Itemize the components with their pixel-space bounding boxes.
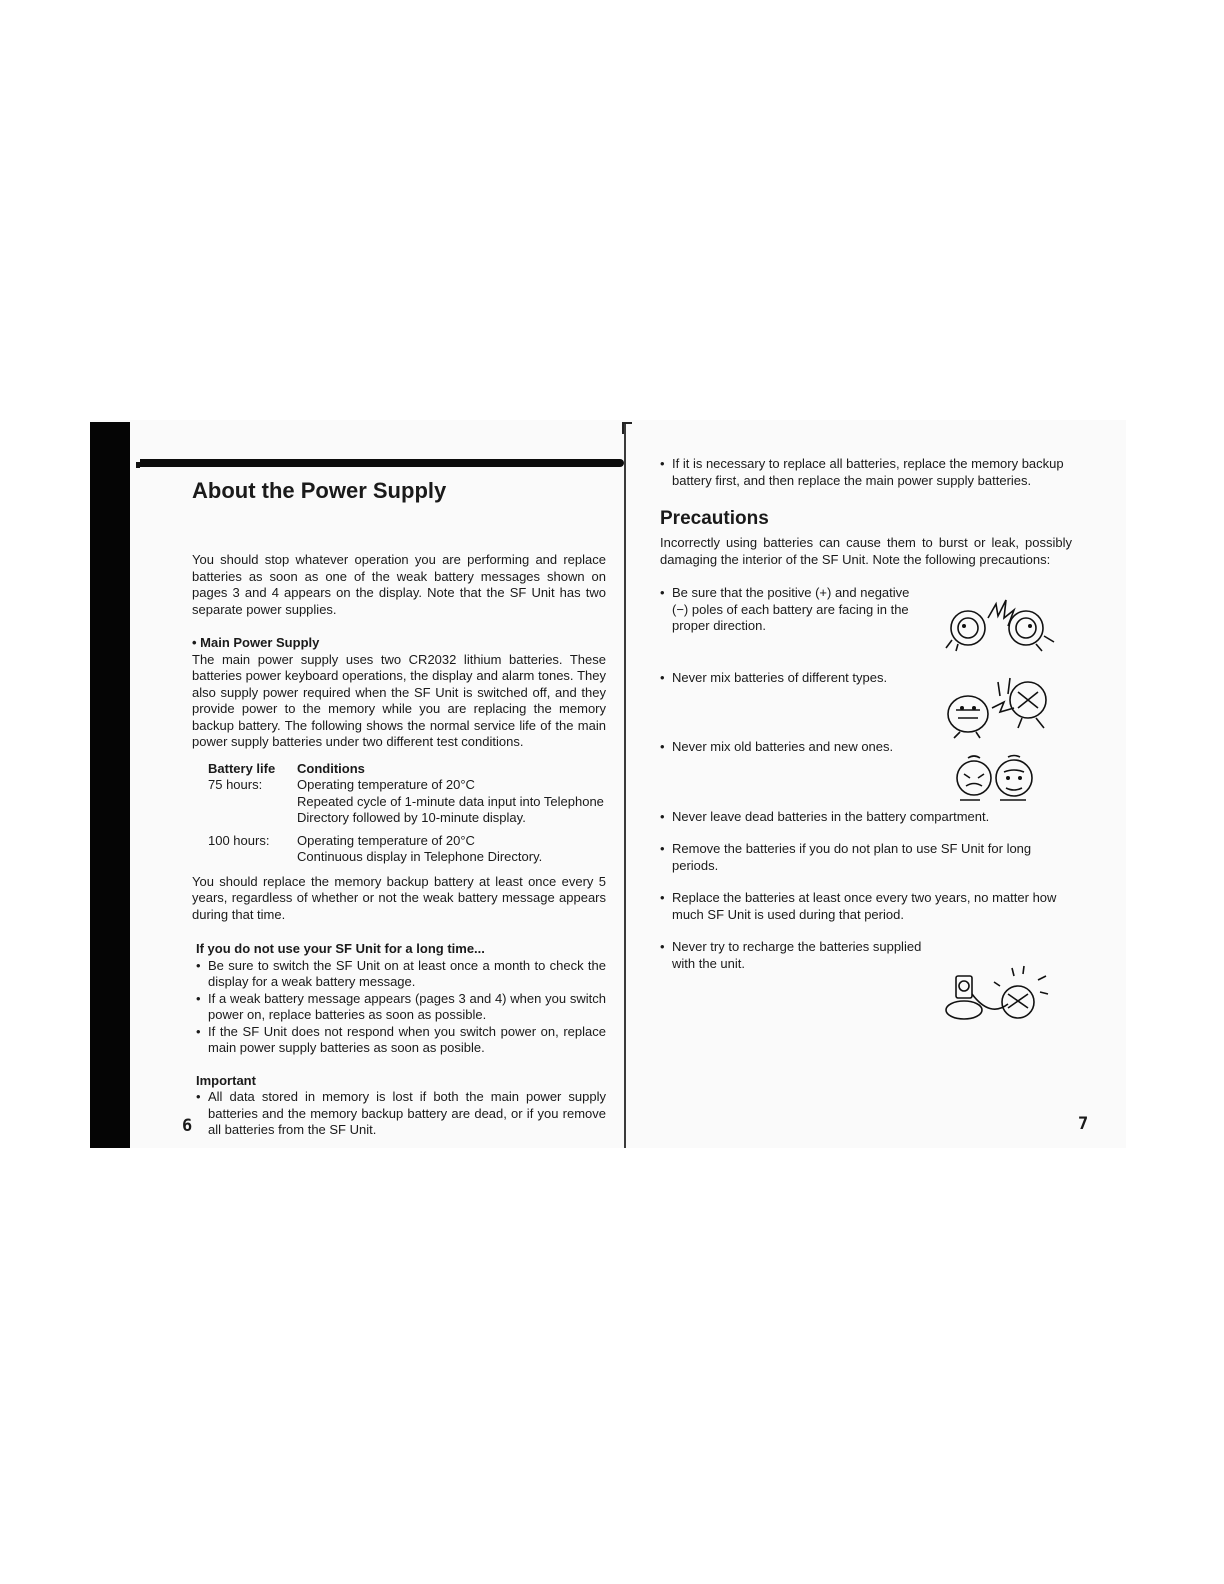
battery-life-table <box>208 761 606 866</box>
condition-line: Operating temperature of 20°C <box>297 777 475 792</box>
main-supply-paragraph: The main power supply uses two CR2032 lithium batteries. These batteries power keyboard operations, the display and alarm tones. They also supply power required when the SF Unit is switched off, and they provide power to the memory while you are replacing the memory backup battery. The following shows the normal service life of the main power supply batteries under two different test conditions. <box>192 651 606 749</box>
page-edge-bar <box>90 422 130 1148</box>
list-item: • If it is necessary to replace all batteries, replace the memory backup battery first, and then replace the main power supply batteries. <box>660 456 1072 489</box>
page-title: About the Power Supply <box>192 478 447 503</box>
condition-line: Continuous display in Telephone Directory. <box>297 849 543 864</box>
long-time-heading: If you do not use your SF Unit for a long time... <box>196 941 485 956</box>
long-time-list <box>192 958 606 1057</box>
precautions-heading: Precautions <box>660 508 769 529</box>
important-list <box>192 1089 606 1139</box>
battery-life-cell: 100 hours: <box>208 832 270 848</box>
conditions-header: Conditions <box>297 760 365 776</box>
battery-clash-icon <box>944 596 1060 652</box>
list-item: • Be sure that the positive (+) and negative (−) poles of each battery are facing in the proper direction. <box>660 585 922 635</box>
conditions-cell <box>297 777 606 827</box>
backup-paragraph: You should replace the memory backup battery at least once every 5 years, regardless of whether or not the weak battery message appears during that time. <box>192 873 606 922</box>
battery-old-new-icon <box>950 752 1042 806</box>
page-gutter <box>624 424 626 1148</box>
precautions-intro: Incorrectly using batteries can cause them to burst or leak, possibly damaging the interior of the SF Unit. Note the following precautions: <box>660 535 1072 567</box>
list-item: • Replace the batteries at least once every two years, no matter how much SF Unit is used during that period. <box>660 890 1072 923</box>
list-item: • Never try to recharge the batteries supplied with the unit. <box>660 939 922 972</box>
title-rule <box>140 459 624 467</box>
intro-paragraph: You should stop whatever operation you are performing and replace batteries as soon as one of the weak battery messages shown on pages 3 and 4 appears on the display. Note that the SF Unit has two separate power supplies. <box>192 552 606 617</box>
condition-line: Operating temperature of 20°C <box>297 832 475 848</box>
main-supply-heading: • Main Power Supply <box>192 635 320 650</box>
battery-fight-icon <box>940 674 1060 740</box>
battery-life-cell: 75 hours: <box>208 777 263 792</box>
table-row <box>208 777 606 827</box>
table-header-row <box>208 761 606 778</box>
list-item: • Remove the batteries if you do not plan to use SF Unit for long periods. <box>660 841 1072 874</box>
list-item: • If a weak battery message appears (pages 3 and 4) when you switch power on, replace batteries as soon as possible. <box>196 991 606 1024</box>
table-row <box>208 827 606 866</box>
list-item: • All data stored in memory is lost if both the main power supply batteries and the memory backup battery are dead, or if you remove all batteries from the SF Unit. <box>196 1089 606 1139</box>
left-page <box>192 472 606 1139</box>
gutter-corner <box>622 422 632 434</box>
battery-charger-icon <box>940 964 1056 1026</box>
list-item: • Never leave dead batteries in the battery compartment. <box>660 809 1072 826</box>
page-number-right: 7 <box>1078 1114 1089 1134</box>
page-number-left: 6 <box>182 1116 193 1136</box>
list-item: • Be sure to switch the SF Unit on at least once a month to check the display for a weak battery message. <box>196 958 606 991</box>
list-item: • If the SF Unit does not respond when you switch power on, replace main power supply batteries as soon as posible. <box>196 1024 606 1057</box>
list-item: • Never mix batteries of different types. <box>660 670 1072 687</box>
condition-line: Repeated cycle of 1-minute data input into Telephone Directory followed by 10-minute display. <box>297 793 604 825</box>
battery-life-header: Battery life <box>208 760 276 776</box>
important-heading: Important <box>196 1072 256 1088</box>
list-item: • Never mix old batteries and new ones. <box>660 739 1072 756</box>
conditions-cell <box>297 827 606 866</box>
